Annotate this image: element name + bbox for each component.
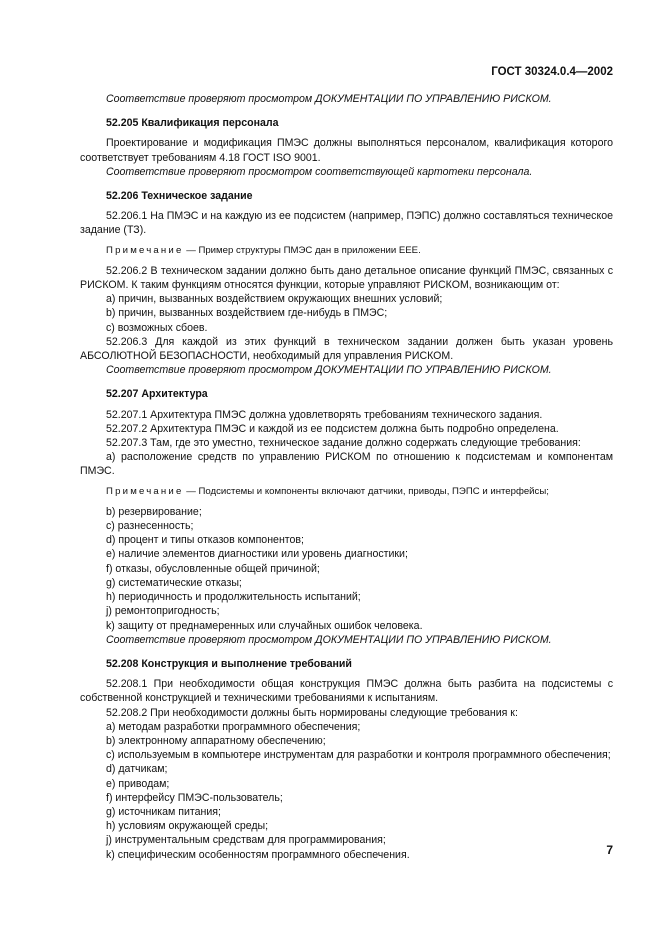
page-number: 7 — [606, 843, 613, 857]
list-207 — [80, 505, 613, 633]
section-heading-205: 52.205 Квалификация персонала — [106, 117, 279, 130]
list-item: а) методам разработки программного обеспечения; — [106, 720, 361, 733]
list-item: а) расположение средств по управлению РИСКОМ по отношению к подсистемам и компонентам ПМЭС. — [80, 451, 613, 478]
list-item: k) специфическим особенностям программного обеспечения. — [106, 848, 410, 861]
list-item: g) систематические отказы; — [106, 576, 242, 589]
compliance-text: Соответствие проверяют просмотром соответствующей картотеки персонала. — [106, 165, 533, 178]
page-content — [80, 92, 613, 862]
paragraph: 52.206.3 Для каждой из этих функций в техническом задании должен быть указан уровень АБСОЛЮТНОЙ БЕЗОПАСНОСТИ, необходимый для управления РИСКОМ. — [80, 335, 613, 363]
note — [106, 485, 613, 499]
note-text: — Пример структуры ПМЭС дан в приложении ЕЕЕ. — [183, 244, 421, 256]
document-header: ГОСТ 30324.0.4—2002 — [491, 66, 613, 78]
list-item: h) периодичность и продолжительность испытаний; — [106, 591, 361, 604]
paragraph: 52.206.1 На ПМЭС и на каждую из ее подсистем (например, ПЭПС) должно составляться техническое задание (ТЗ). — [80, 210, 613, 237]
list-item: b) электронному аппаратному обеспечению; — [106, 734, 326, 747]
list-item: е) наличие элементов диагностики или уровень диагностики; — [106, 548, 408, 561]
note-text: — Подсистемы и компоненты включают датчики, приводы, ПЭПС и интерфейсы; — [183, 485, 549, 497]
list-item: f) интерфейсу ПМЭС-пользователь; — [106, 791, 283, 804]
list-item: е) приводам; — [106, 777, 170, 790]
section-heading-208: 52.208 Конструкция и выполнение требований — [106, 657, 352, 670]
list-item: j) ремонтопригодность; — [106, 605, 220, 618]
compliance-text: Соответствие проверяют просмотром ДОКУМЕНТАЦИИ ПО УПРАВЛЕНИЮ РИСКОМ. — [106, 364, 552, 377]
list-item: с) возможных сбоев. — [106, 321, 208, 334]
paragraph: 52.207.1 Архитектура ПМЭС должна удовлетворять требованиям технического задания. — [106, 408, 543, 421]
paragraph: 52.208.2 При необходимости должны быть нормированы следующие требования к: — [106, 706, 518, 719]
paragraph: Проектирование и модификация ПМЭС должны выполняться персоналом, квалификация которого соответствует требованиям 4.18 ГОСТ ISO 9001. — [80, 137, 613, 164]
list-item: b) причин, вызванных воздействием где-нибудь в ПМЭС; — [106, 307, 388, 320]
list-item: g) источникам питания; — [106, 805, 221, 818]
list-item: k) защиту от преднамеренных или случайных ошибок человека. — [106, 619, 423, 632]
paragraph: 52.207.3 Там, где это уместно, техническое задание должно содержать следующие требования: — [106, 437, 581, 450]
list-item: j) инструментальным средствам для программирования; — [106, 834, 386, 847]
list-item: f) отказы, обусловленные общей причиной; — [106, 562, 320, 575]
paragraph: 52.208.1 При необходимости общая конструкция ПМЭС должна быть разбита на подсистемы с собственной конструкцией и техническими требованиями к испытаниям. — [80, 678, 613, 705]
list-item: b) резервирование; — [106, 505, 202, 518]
paragraph: 52.207.2 Архитектура ПМЭС и каждой из ее подсистем должна быть подробно определена. — [106, 422, 559, 435]
list-item: h) условиям окружающей среды; — [106, 820, 269, 833]
list-208 — [80, 720, 613, 862]
list-item: d) датчикам; — [106, 763, 168, 776]
note — [106, 244, 613, 258]
list-item: а) причин, вызванных воздействием окружающих внешних условий; — [106, 293, 443, 306]
list-206 — [80, 292, 613, 335]
list-item: с) разнесенность; — [106, 520, 194, 533]
note-label: Примечание — [106, 485, 184, 497]
note-label: Примечание — [106, 244, 184, 256]
compliance-text: Соответствие проверяют просмотром ДОКУМЕНТАЦИИ ПО УПРАВЛЕНИЮ РИСКОМ. — [106, 93, 552, 105]
compliance-text: Соответствие проверяют просмотром ДОКУМЕНТАЦИИ ПО УПРАВЛЕНИЮ РИСКОМ. — [106, 633, 552, 646]
list-item: с) используемым в компьютере инструментам для разработки и контроля программного обеспечения; — [106, 749, 611, 762]
paragraph: 52.206.2 В техническом задании должно быть дано детальное описание функций ПМЭС, связанных с РИСКОМ. К таким функциям относятся функции, которые управляют РИСКОМ, возникающим от: — [80, 264, 613, 292]
list-item: d) процент и типы отказов компонентов; — [106, 534, 304, 547]
section-heading-207: 52.207 Архитектура — [106, 388, 208, 401]
section-heading-206: 52.206 Техническое задание — [106, 190, 253, 203]
